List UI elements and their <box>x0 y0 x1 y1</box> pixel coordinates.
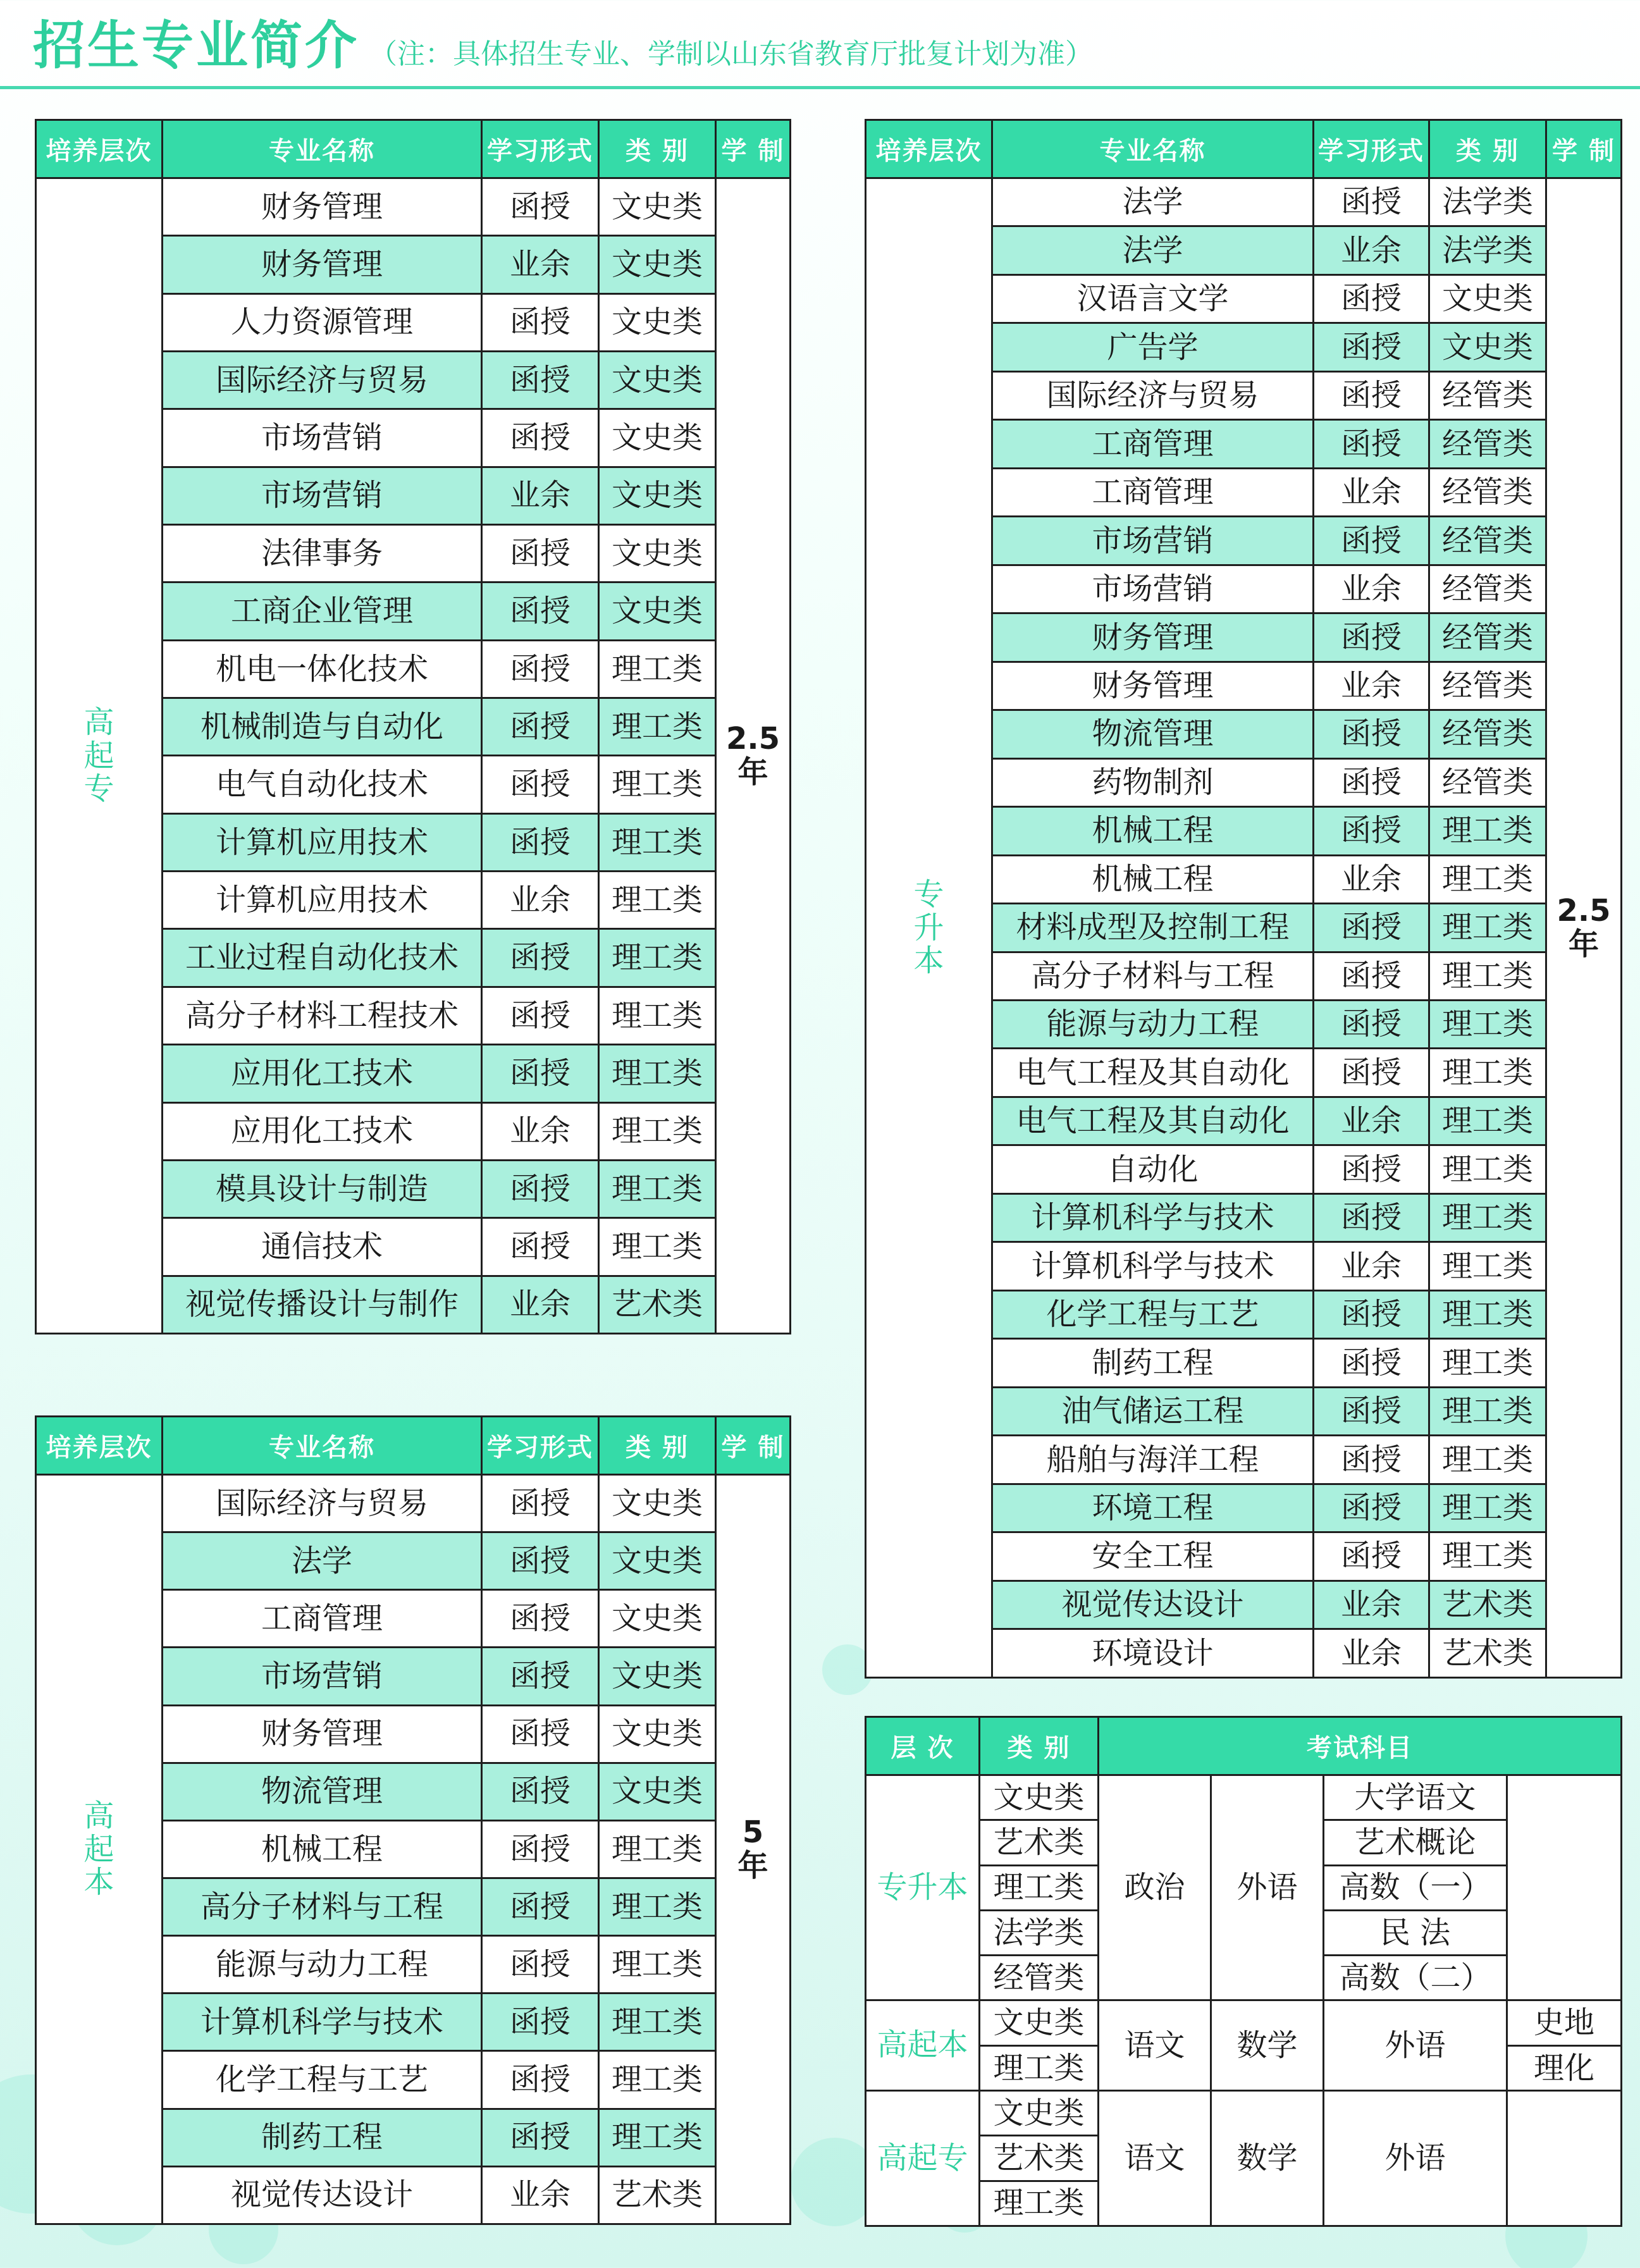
category-cell: 文史类 <box>599 409 716 467</box>
form-cell: 函授 <box>482 1218 599 1276</box>
table-header-row <box>36 1417 791 1475</box>
exam-row <box>866 2091 1622 2136</box>
exam-subject-math: 数学 <box>1211 2000 1324 2091</box>
major-cell: 化学工程与工艺 <box>992 1290 1314 1338</box>
form-cell: 函授 <box>482 987 599 1044</box>
category-cell: 理工类 <box>1429 1484 1546 1532</box>
major-cell: 机械工程 <box>992 807 1314 855</box>
major-cell: 制药工程 <box>163 2109 482 2166</box>
category-cell: 法学类 <box>1429 178 1546 226</box>
form-cell: 函授 <box>482 1160 599 1217</box>
form-cell: 函授 <box>1314 758 1429 806</box>
form-cell: 函授 <box>1314 1387 1429 1435</box>
form-cell: 业余 <box>482 2166 599 2224</box>
exam-subject-specific: 理化 <box>1507 2045 1622 2090</box>
form-cell: 函授 <box>1314 1339 1429 1387</box>
major-cell: 工商管理 <box>992 468 1314 516</box>
major-cell: 视觉传达设计 <box>163 2166 482 2224</box>
exam-category: 艺术类 <box>980 1820 1099 1865</box>
form-cell: 函授 <box>482 1590 599 1648</box>
major-cell: 能源与动力工程 <box>163 1936 482 1994</box>
col-form-header: 学习形式 <box>1314 120 1429 178</box>
form-cell: 函授 <box>1314 178 1429 226</box>
col-level-header: 培养层次 <box>36 1417 163 1475</box>
gqb-table-body <box>36 1475 791 2224</box>
col-subjects-header: 考试科目 <box>1099 1717 1622 1775</box>
zsb-table-body <box>866 178 1622 1678</box>
form-cell: 函授 <box>1314 613 1429 662</box>
major-cell: 油气储运工程 <box>992 1387 1314 1435</box>
form-cell: 函授 <box>1314 952 1429 1000</box>
major-cell: 市场营销 <box>163 467 482 524</box>
exam-category: 文史类 <box>980 2000 1099 2045</box>
major-cell: 国际经济与贸易 <box>163 352 482 409</box>
exam-subject-specific: 高数（二） <box>1324 1956 1507 2000</box>
exam-subject-specific: 艺术概论 <box>1324 1820 1507 1865</box>
form-cell: 业余 <box>1314 565 1429 613</box>
duration-unit: 年 <box>1568 927 1599 962</box>
form-cell: 业余 <box>482 872 599 929</box>
category-cell: 理工类 <box>1429 807 1546 855</box>
category-cell: 理工类 <box>599 1994 716 2051</box>
gqz-table <box>35 119 791 1334</box>
col-level-header: 培养层次 <box>36 120 163 178</box>
category-cell: 理工类 <box>1429 1193 1546 1242</box>
category-cell: 理工类 <box>1429 855 1546 903</box>
duration-unit: 年 <box>737 1848 768 1883</box>
major-cell: 安全工程 <box>992 1532 1314 1581</box>
major-cell: 国际经济与贸易 <box>992 371 1314 419</box>
category-cell: 理工类 <box>1429 1049 1546 1097</box>
form-cell: 业余 <box>1314 226 1429 274</box>
category-cell: 理工类 <box>1429 1145 1546 1193</box>
level-char: 专 <box>913 876 944 912</box>
category-cell: 经管类 <box>1429 468 1546 516</box>
major-cell: 能源与动力工程 <box>992 1000 1314 1048</box>
category-cell: 理工类 <box>599 2051 716 2109</box>
major-cell: 环境设计 <box>992 1629 1314 1678</box>
major-cell: 高分子材料与工程 <box>992 952 1314 1000</box>
category-cell: 理工类 <box>599 929 716 987</box>
exam-subject-specific: 高数（一） <box>1324 1865 1507 1910</box>
page-header <box>33 11 1093 81</box>
category-cell: 理工类 <box>1429 1290 1546 1338</box>
form-cell: 函授 <box>482 409 599 467</box>
major-cell: 机械工程 <box>992 855 1314 903</box>
col-form-header: 学习形式 <box>482 120 599 178</box>
form-cell: 函授 <box>1314 1193 1429 1242</box>
gqz-table-body <box>36 178 791 1334</box>
form-cell: 函授 <box>482 525 599 582</box>
exam-subject-specific: 史地 <box>1507 2000 1622 2045</box>
major-cell: 计算机科学与技术 <box>992 1193 1314 1242</box>
major-cell: 船舶与海洋工程 <box>992 1436 1314 1484</box>
major-cell: 环境工程 <box>992 1484 1314 1532</box>
form-cell: 业余 <box>1314 1581 1429 1629</box>
major-cell: 计算机科学与技术 <box>163 1994 482 2051</box>
category-cell: 文史类 <box>599 1532 716 1590</box>
duration-value: 5 <box>742 1815 764 1851</box>
major-cell: 计算机应用技术 <box>163 872 482 929</box>
duration-value: 2.5 <box>1557 893 1611 929</box>
category-cell: 理工类 <box>599 1045 716 1102</box>
form-cell: 业余 <box>482 467 599 524</box>
major-cell: 模具设计与制造 <box>163 1160 482 1217</box>
form-cell: 业余 <box>1314 468 1429 516</box>
form-cell: 函授 <box>1314 323 1429 371</box>
category-cell: 理工类 <box>1429 1532 1546 1581</box>
major-cell: 电气自动化技术 <box>163 756 482 813</box>
page-title: 招生专业简介 <box>33 16 360 76</box>
exam-category: 理工类 <box>980 2045 1099 2090</box>
level-cell <box>36 1475 163 2224</box>
category-cell: 理工类 <box>1429 952 1546 1000</box>
category-cell: 理工类 <box>599 1160 716 1217</box>
form-cell: 函授 <box>482 1936 599 1994</box>
form-cell: 函授 <box>1314 1532 1429 1581</box>
table-row <box>866 178 1622 226</box>
exam-empty-cell <box>1507 2091 1622 2226</box>
form-cell: 函授 <box>482 1878 599 1935</box>
major-cell: 人力资源管理 <box>163 293 482 351</box>
exam-table-body <box>866 1775 1622 2226</box>
form-cell: 函授 <box>1314 1436 1429 1484</box>
category-cell: 理工类 <box>599 698 716 756</box>
major-cell: 机械制造与自动化 <box>163 698 482 756</box>
exam-subject-politics: 政治 <box>1099 1775 1211 2000</box>
exam-category: 文史类 <box>980 2091 1099 2136</box>
exam-subjects-table <box>865 1716 1622 2227</box>
form-cell: 函授 <box>482 929 599 987</box>
level-char: 起 <box>83 1831 114 1867</box>
major-cell: 计算机应用技术 <box>163 813 482 871</box>
major-cell: 市场营销 <box>163 409 482 467</box>
category-cell: 文史类 <box>599 582 716 640</box>
exam-level-zsb: 专升本 <box>866 1775 980 2000</box>
form-cell: 业余 <box>1314 1242 1429 1290</box>
exam-row <box>866 1775 1622 1820</box>
category-cell: 经管类 <box>1429 565 1546 613</box>
level-char: 起 <box>83 737 114 773</box>
col-major-header: 专业名称 <box>163 1417 482 1475</box>
col-major-header: 专业名称 <box>992 120 1314 178</box>
form-cell: 业余 <box>1314 662 1429 710</box>
category-cell: 文史类 <box>599 352 716 409</box>
category-cell: 经管类 <box>1429 662 1546 710</box>
exam-subject-foreign-language: 外语 <box>1324 2091 1507 2226</box>
category-cell: 艺术类 <box>1429 1581 1546 1629</box>
category-cell: 经管类 <box>1429 758 1546 806</box>
form-cell: 函授 <box>1314 710 1429 758</box>
form-cell: 函授 <box>482 640 599 698</box>
major-cell: 工商管理 <box>163 1590 482 1648</box>
major-cell: 财务管理 <box>163 178 482 236</box>
category-cell: 艺术类 <box>599 2166 716 2224</box>
form-cell: 函授 <box>482 582 599 640</box>
category-cell: 文史类 <box>599 1475 716 1532</box>
major-cell: 制药工程 <box>992 1339 1314 1387</box>
form-cell: 业余 <box>482 1102 599 1160</box>
category-cell: 文史类 <box>599 236 716 293</box>
category-cell: 经管类 <box>1429 710 1546 758</box>
major-cell: 计算机科学与技术 <box>992 1242 1314 1290</box>
major-cell: 药物制剂 <box>992 758 1314 806</box>
form-cell: 函授 <box>482 2109 599 2166</box>
major-cell: 财务管理 <box>992 662 1314 710</box>
table-row <box>36 1475 791 1532</box>
col-category-header: 类 别 <box>599 120 716 178</box>
category-cell: 文史类 <box>599 178 716 236</box>
category-cell: 理工类 <box>1429 904 1546 952</box>
category-cell: 文史类 <box>599 1648 716 1705</box>
category-cell: 理工类 <box>1429 1387 1546 1435</box>
form-cell: 业余 <box>482 1276 599 1333</box>
exam-level-gqb: 高起本 <box>866 2000 980 2091</box>
exam-subject-chinese: 语文 <box>1099 2091 1211 2226</box>
category-cell: 理工类 <box>1429 1097 1546 1145</box>
exam-subject-foreign-language: 外语 <box>1211 1775 1324 2000</box>
duration-cell <box>1546 178 1622 1678</box>
category-cell: 理工类 <box>599 1102 716 1160</box>
form-cell: 函授 <box>1314 274 1429 323</box>
form-cell: 函授 <box>1314 1000 1429 1048</box>
category-cell: 法学类 <box>1429 226 1546 274</box>
major-cell: 视觉传播设计与制作 <box>163 1276 482 1333</box>
major-cell: 物流管理 <box>992 710 1314 758</box>
major-cell: 高分子材料与工程 <box>163 1878 482 1935</box>
category-cell: 文史类 <box>599 525 716 582</box>
major-cell: 电气工程及其自动化 <box>992 1049 1314 1097</box>
exam-category: 理工类 <box>980 1865 1099 1910</box>
form-cell: 函授 <box>1314 1049 1429 1097</box>
form-cell: 函授 <box>482 1648 599 1705</box>
level-char: 本 <box>913 943 944 979</box>
category-cell: 理工类 <box>599 756 716 813</box>
major-cell: 工商企业管理 <box>163 582 482 640</box>
col-level-header: 层 次 <box>866 1717 980 1775</box>
form-cell: 业余 <box>1314 855 1429 903</box>
major-cell: 法律事务 <box>163 525 482 582</box>
exam-subject-chinese: 语文 <box>1099 2000 1211 2091</box>
category-cell: 艺术类 <box>1429 1629 1546 1678</box>
category-cell: 理工类 <box>1429 1242 1546 1290</box>
zsb-table <box>865 119 1622 1679</box>
category-cell: 经管类 <box>1429 517 1546 565</box>
exam-empty-cell <box>1507 1775 1622 2000</box>
form-cell: 函授 <box>482 1705 599 1763</box>
form-cell: 函授 <box>482 2051 599 2109</box>
col-duration-header: 学 制 <box>1546 120 1622 178</box>
exam-subject-specific: 民 法 <box>1324 1910 1507 1955</box>
form-cell: 函授 <box>482 1820 599 1878</box>
major-cell: 市场营销 <box>992 517 1314 565</box>
col-category-header: 类 别 <box>599 1417 716 1475</box>
table-header-row <box>36 120 791 178</box>
form-cell: 函授 <box>482 1045 599 1102</box>
table-header-row <box>866 120 1622 178</box>
form-cell: 函授 <box>1314 420 1429 468</box>
table-row <box>36 178 791 236</box>
major-cell: 视觉传达设计 <box>992 1581 1314 1629</box>
major-cell: 通信技术 <box>163 1218 482 1276</box>
col-major-header: 专业名称 <box>163 120 482 178</box>
table-header-row <box>866 1717 1622 1775</box>
major-cell: 市场营销 <box>992 565 1314 613</box>
form-cell: 函授 <box>482 1475 599 1532</box>
form-cell: 函授 <box>1314 807 1429 855</box>
gqb-table <box>35 1415 791 2225</box>
form-cell: 业余 <box>1314 1097 1429 1145</box>
category-cell: 经管类 <box>1429 420 1546 468</box>
category-cell: 理工类 <box>599 872 716 929</box>
exam-subject-foreign-language: 外语 <box>1324 2000 1507 2091</box>
level-char: 本 <box>83 1864 114 1901</box>
form-cell: 函授 <box>1314 517 1429 565</box>
major-cell: 工业过程自动化技术 <box>163 929 482 987</box>
duration-cell <box>716 178 791 1334</box>
level-char: 高 <box>83 704 114 740</box>
form-cell: 函授 <box>482 756 599 813</box>
major-cell: 物流管理 <box>163 1763 482 1820</box>
category-cell: 经管类 <box>1429 371 1546 419</box>
form-cell: 函授 <box>482 293 599 351</box>
category-cell: 文史类 <box>1429 274 1546 323</box>
category-cell: 艺术类 <box>599 1276 716 1333</box>
category-cell: 理工类 <box>599 2109 716 2166</box>
page-note: （注：具体招生专业、学制以山东省教育厅批复计划为准） <box>369 38 1094 70</box>
major-cell: 财务管理 <box>163 1705 482 1763</box>
major-cell: 财务管理 <box>992 613 1314 662</box>
col-category-header: 类 别 <box>980 1717 1099 1775</box>
major-cell: 应用化工技术 <box>163 1045 482 1102</box>
form-cell: 函授 <box>1314 904 1429 952</box>
major-cell: 应用化工技术 <box>163 1102 482 1160</box>
category-cell: 理工类 <box>599 813 716 871</box>
level-cell <box>36 178 163 1334</box>
exam-row <box>866 2000 1622 2045</box>
major-cell: 法学 <box>992 226 1314 274</box>
col-form-header: 学习形式 <box>482 1417 599 1475</box>
duration-unit: 年 <box>737 755 768 790</box>
level-char: 高 <box>83 1797 114 1834</box>
category-cell: 理工类 <box>1429 1339 1546 1387</box>
exam-level-gqz: 高起专 <box>866 2091 980 2226</box>
form-cell: 函授 <box>1314 1290 1429 1338</box>
major-cell: 广告学 <box>992 323 1314 371</box>
major-cell: 机械工程 <box>163 1820 482 1878</box>
form-cell: 函授 <box>482 1994 599 2051</box>
form-cell: 函授 <box>482 1763 599 1820</box>
category-cell: 文史类 <box>599 467 716 524</box>
form-cell: 函授 <box>1314 1145 1429 1193</box>
exam-category: 文史类 <box>980 1775 1099 1820</box>
form-cell: 业余 <box>1314 1629 1429 1678</box>
level-cell <box>866 178 992 1678</box>
form-cell: 函授 <box>1314 1484 1429 1532</box>
major-cell: 财务管理 <box>163 236 482 293</box>
col-duration-header: 学 制 <box>716 120 791 178</box>
category-cell: 理工类 <box>599 987 716 1044</box>
form-cell: 函授 <box>482 1532 599 1590</box>
exam-category: 经管类 <box>980 1956 1099 2000</box>
category-cell: 理工类 <box>599 1820 716 1878</box>
category-cell: 经管类 <box>1429 613 1546 662</box>
major-cell: 汉语言文学 <box>992 274 1314 323</box>
col-level-header: 培养层次 <box>866 120 992 178</box>
form-cell: 函授 <box>482 813 599 871</box>
category-cell: 文史类 <box>1429 323 1546 371</box>
level-char: 专 <box>83 771 114 807</box>
exam-category: 法学类 <box>980 1910 1099 1955</box>
exam-category: 理工类 <box>980 2181 1099 2226</box>
major-cell: 国际经济与贸易 <box>163 1475 482 1532</box>
exam-subject-specific: 大学语文 <box>1324 1775 1507 1820</box>
header-divider <box>0 86 1640 89</box>
category-cell: 文史类 <box>599 1763 716 1820</box>
category-cell: 理工类 <box>599 1218 716 1276</box>
major-cell: 机电一体化技术 <box>163 640 482 698</box>
exam-category: 艺术类 <box>980 2136 1099 2181</box>
category-cell: 文史类 <box>599 293 716 351</box>
form-cell: 函授 <box>482 698 599 756</box>
category-cell: 理工类 <box>599 640 716 698</box>
major-cell: 市场营销 <box>163 1648 482 1705</box>
level-char: 升 <box>913 909 944 946</box>
form-cell: 函授 <box>1314 371 1429 419</box>
category-cell: 理工类 <box>1429 1000 1546 1048</box>
exam-subject-math: 数学 <box>1211 2091 1324 2226</box>
category-cell: 理工类 <box>599 1878 716 1935</box>
category-cell: 文史类 <box>599 1590 716 1648</box>
major-cell: 材料成型及控制工程 <box>992 904 1314 952</box>
col-duration-header: 学 制 <box>716 1417 791 1475</box>
category-cell: 理工类 <box>599 1936 716 1994</box>
major-cell: 自动化 <box>992 1145 1314 1193</box>
form-cell: 业余 <box>482 236 599 293</box>
duration-cell <box>716 1475 791 2224</box>
major-cell: 电气工程及其自动化 <box>992 1097 1314 1145</box>
major-cell: 化学工程与工艺 <box>163 2051 482 2109</box>
category-cell: 文史类 <box>599 1705 716 1763</box>
category-cell: 理工类 <box>1429 1436 1546 1484</box>
major-cell: 法学 <box>992 178 1314 226</box>
major-cell: 工商管理 <box>992 420 1314 468</box>
major-cell: 法学 <box>163 1532 482 1590</box>
major-cell: 高分子材料工程技术 <box>163 987 482 1044</box>
duration-value: 2.5 <box>725 721 780 757</box>
form-cell: 函授 <box>482 352 599 409</box>
form-cell: 函授 <box>482 178 599 236</box>
col-category-header: 类 别 <box>1429 120 1546 178</box>
